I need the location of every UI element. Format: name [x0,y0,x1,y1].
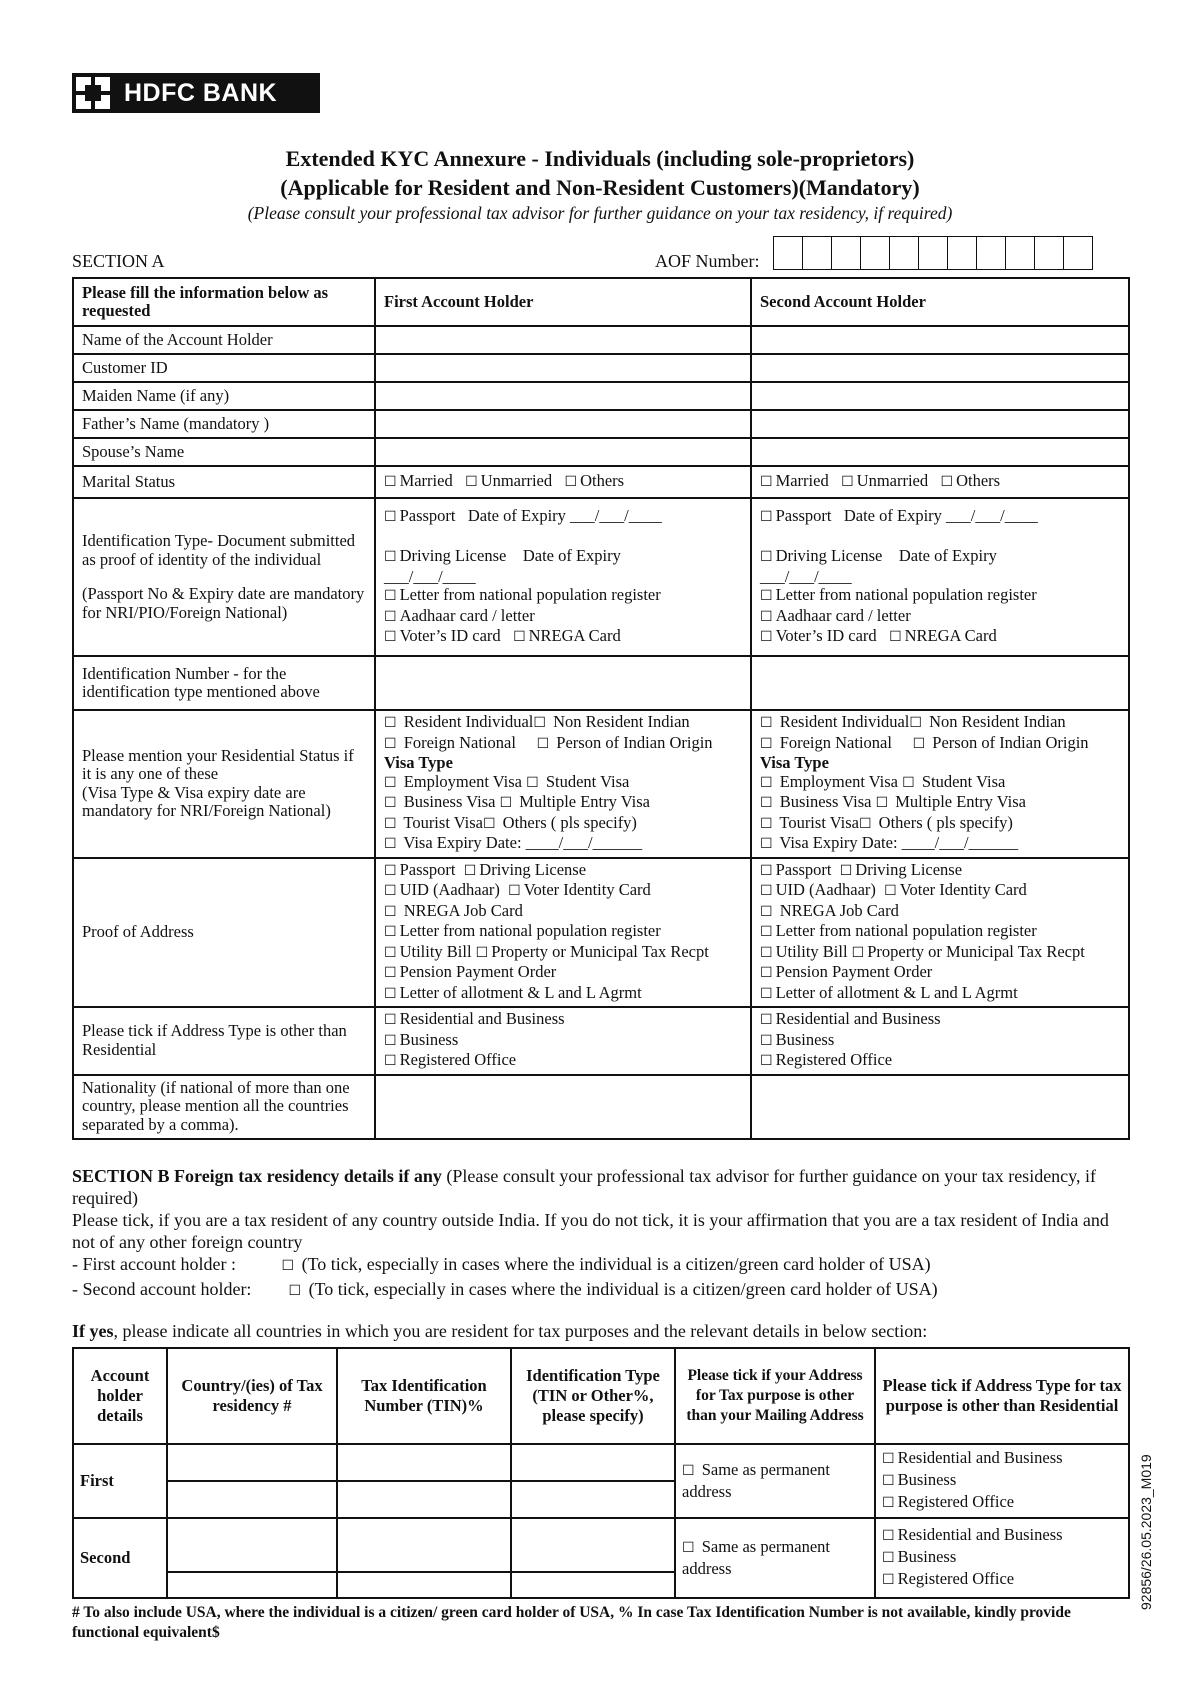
checkbox-icon[interactable]: ☐ [760,509,773,525]
checkbox-icon[interactable]: ☐ [482,816,496,832]
section-a-label: SECTION A [72,251,165,271]
checkbox-icon[interactable]: ☐ [384,945,397,961]
second-country-1[interactable] [167,1518,337,1572]
checkbox-icon[interactable]: ☐ [882,1452,895,1467]
checkbox-icon[interactable]: ☐ [760,609,773,625]
checkbox-icon[interactable]: ☐ [384,863,397,879]
checkbox-icon[interactable]: ☐ [526,775,539,791]
checkbox-icon[interactable]: ☐ [384,925,397,940]
checkbox-icon[interactable]: ☐ [475,945,489,961]
second-maiden-field[interactable] [751,382,1129,410]
second-id-type-options: ☐ Passport Date of Expiry ___/___/____ ☐ Driving License Date of Expiry ___/___/____ ☐ Letter from national population register ☐ Aadhaar card / letter ☐ Voter’s ID card ☐ NREGA Card [751,498,1129,656]
second-spouse-field[interactable] [751,438,1129,466]
checkbox-icon[interactable]: ☐ [384,1013,397,1028]
checkbox-icon[interactable]: ☐ [760,966,773,981]
second-tin-1[interactable] [337,1518,511,1572]
header-tin: Tax Identification Number (TIN)% [337,1348,511,1444]
section-b-note: (Please consult your professional tax advisor for further guidance on your tax residency, if required) [72,1166,1096,1208]
checkbox-icon[interactable]: ☐ [384,966,397,981]
first-address-type-options: ☐ Residential and Business ☐ Business ☐ Registered Office [375,1007,751,1075]
first-tin-2[interactable] [337,1481,511,1518]
checkbox-icon[interactable]: ☐ [912,736,926,752]
row-label-residential-status: Please mention your Residential Status if it is any one of these (Visa Type & Visa expiry date are mandatory for NRI/Foreign National) [73,710,375,858]
header-account-holder: Account holder details [73,1348,167,1444]
checkbox-icon[interactable]: ☐ [902,775,915,791]
checkbox-icon[interactable]: ☐ [882,1496,895,1511]
checkbox-icon[interactable]: ☐ [889,630,902,645]
checkbox-icon[interactable]: ☐ [760,589,773,604]
checkbox-icon[interactable]: ☐ [760,796,773,811]
hdfc-logo [72,73,320,113]
checkbox-icon[interactable]: ☐ [682,1541,695,1556]
checkbox-icon[interactable]: ☐ [760,1013,773,1028]
checkbox-icon[interactable]: ☐ [533,716,546,731]
row-first-label: First [73,1444,167,1518]
second-poa-options: ☐ Passport ☐ Driving License ☐ UID (Aadhaar) ☐ Voter Identity Card ☐ NREGA Job Card ☐ Letter from national population register ☐ Utility Bill ☐ Property or Municipal Tax Recpt ☐ Pension Payment Order ☐ Letter of allotment & L and L Agrmt [751,858,1129,1008]
header-address-other: Please tick if your Address for Tax purpose is other than your Mailing Address [675,1348,875,1444]
checkbox-icon[interactable]: ☐ [882,1551,895,1566]
checkbox-icon[interactable]: ☐ [760,474,773,490]
first-residential-options: ☐ Resident Individual☐ Non Resident Indian ☐ Foreign National ☐ Person of Indian Origin Visa Type ☐ Employment Visa ☐ Student Visa ☐ Business Visa ☐ Multiple Entry Visa ☐ Tourist Visa☐ Others ( pls specify) ☐ Visa Expiry Date: ____/___/______ [375,710,751,858]
form-titles [0,144,1200,224]
checkbox-icon[interactable]: ☐ [384,816,397,832]
row-second-label: Second [73,1518,167,1598]
first-father-field[interactable] [375,410,751,438]
checkbox-icon[interactable]: ☐ [884,884,897,899]
checkbox-icon[interactable]: ☐ [288,1284,302,1299]
checkbox-icon[interactable]: ☐ [858,816,872,832]
checkbox-icon[interactable]: ☐ [760,1054,773,1069]
first-same-address: ☐ Same as permanent address [675,1444,875,1518]
first-nationality-field[interactable] [375,1075,751,1139]
header-address-type: Please tick if Address Type for tax purpose is other than Residential [875,1348,1129,1444]
checkbox-icon[interactable]: ☐ [536,736,550,752]
checkbox-icon[interactable]: ☐ [760,904,773,920]
checkbox-icon[interactable]: ☐ [465,474,478,490]
first-holder-tick-row: - First account holder : ☐ (To tick, especially in cases where the individual is a citizen/green card holder of USA) [72,1253,1132,1278]
checkbox-icon[interactable]: ☐ [760,986,773,1002]
checkbox-icon[interactable]: ☐ [384,884,397,899]
checkbox-icon[interactable]: ☐ [513,630,526,645]
second-name-field[interactable] [751,326,1129,354]
checkbox-icon[interactable]: ☐ [882,1573,895,1588]
section-a-table [72,277,1130,1140]
first-name-field[interactable] [375,326,751,354]
checkbox-icon[interactable]: ☐ [384,775,397,791]
second-customer-id-field[interactable] [751,354,1129,382]
checkbox-icon[interactable]: ☐ [682,1464,695,1479]
first-marital-options: ☐ Married ☐ Unmarried ☐ Others [375,466,751,498]
checkbox-icon[interactable]: ☐ [875,796,889,811]
checkbox-icon[interactable]: ☐ [499,796,513,811]
footnote: # To also include USA, where the individual is a citizen/ green card holder of USA, % In case Tax Identification Number is not available, kindly provide functional equivalent$ [72,1604,1071,1641]
checkbox-icon[interactable]: ☐ [384,736,397,752]
checkbox-icon[interactable]: ☐ [384,716,397,731]
second-idtype-1[interactable] [511,1518,675,1572]
row-label-address-type: Please tick if Address Type is other than Residential [73,1007,375,1075]
first-id-number-field[interactable] [375,656,751,710]
section-b-label: SECTION B Foreign tax residency details if any [72,1166,442,1186]
header-second-holder: Second Account Holder [751,278,1129,326]
tax-residency-table [72,1347,1130,1599]
checkbox-icon[interactable]: ☐ [760,630,773,645]
checkbox-icon[interactable]: ☐ [384,837,397,852]
first-spouse-field[interactable] [375,438,751,466]
second-address-type-options: ☐ Residential and Business ☐ Business ☐ Registered Office [751,1007,1129,1075]
checkbox-icon[interactable]: ☐ [760,837,773,852]
checkbox-icon[interactable]: ☐ [384,474,397,490]
checkbox-icon[interactable]: ☐ [760,816,773,832]
row-label-id-number: Identification Number - for the identification type mentioned above [73,656,375,710]
header-first-holder: First Account Holder [375,278,751,326]
brand-name: HDFC BANK [124,78,278,107]
checkbox-icon[interactable]: ☐ [940,474,954,490]
row-label-nationality: Nationality (if national of more than one country, please mention all the countries separated by a comma). [73,1075,375,1139]
checkbox-icon[interactable]: ☐ [384,630,397,645]
checkbox-icon[interactable]: ☐ [760,1033,773,1049]
checkbox-icon[interactable]: ☐ [760,884,773,899]
checkbox-icon[interactable]: ☐ [384,609,397,625]
checkbox-icon[interactable]: ☐ [281,1259,295,1274]
checkbox-icon[interactable]: ☐ [384,550,397,565]
checkbox-icon[interactable]: ☐ [384,796,397,811]
checkbox-icon[interactable]: ☐ [463,863,477,879]
header-id-type: Identification Type (TIN or Other%, please specify) [511,1348,675,1444]
title-line-1: Extended KYC Annexure - Individuals (including sole-proprietors) [285,146,915,171]
checkbox-icon[interactable]: ☐ [882,1474,895,1489]
checkbox-icon[interactable]: ☐ [384,589,397,604]
checkbox-icon[interactable]: ☐ [839,863,853,879]
checkbox-icon[interactable]: ☐ [564,474,578,490]
first-maiden-field[interactable] [375,382,751,410]
checkbox-icon[interactable]: ☐ [909,716,922,731]
checkbox-icon[interactable]: ☐ [760,945,773,961]
form-code: 92856/26.05.2023_M019 [1138,1454,1154,1610]
second-holder-tick-row: - Second account holder: ☐ (To tick, especially in cases where the individual is a citizen/green card holder of USA) [72,1278,1132,1303]
second-idtype-2[interactable] [511,1572,675,1598]
first-customer-id-field[interactable] [375,354,751,382]
checkbox-icon[interactable]: ☐ [384,1033,397,1049]
second-id-number-field[interactable] [751,656,1129,710]
row-label-id-type: Identification Type- Document submitted as proof of identity of the individual (Passport No & Expiry date are mandatory for NRI/PIO/Foreign National) [73,498,375,656]
first-tin-1[interactable] [337,1444,511,1481]
second-same-address: ☐ Same as permanent address [675,1518,875,1598]
row-label-name: Name of the Account Holder [73,326,375,354]
checkbox-icon[interactable]: ☐ [760,716,773,731]
checkbox-icon[interactable]: ☐ [851,945,865,961]
first-poa-options: ☐ Passport ☐ Driving License ☐ UID (Aadhaar) ☐ Voter Identity Card ☐ NREGA Job Card ☐ Letter from national population register ☐ Utility Bill ☐ Property or Municipal Tax Recpt ☐ Pension Payment Order ☐ Letter of allotment & L and L Agrmt [375,858,751,1008]
checkbox-icon[interactable]: ☐ [760,550,773,565]
title-line-3: (Please consult your professional tax advisor for further guidance on your tax residency, if required) [247,203,953,223]
checkbox-icon[interactable]: ☐ [841,474,854,490]
second-address-type: ☐ Residential and Business ☐ Business ☐ Registered Office [875,1518,1129,1598]
section-b-text [72,1165,1132,1303]
first-country-1[interactable] [167,1444,337,1481]
aof-number-boxes[interactable] [773,236,1093,270]
first-id-type-options: ☐ Passport Date of Expiry ___/___/____ ☐ Driving License Date of Expiry ___/___/____ ☐ Letter from national population register ☐ Aadhaar card / letter ☐ Voter’s ID card ☐ NREGA Card [375,498,751,656]
checkbox-icon[interactable]: ☐ [760,863,773,879]
second-tin-2[interactable] [337,1572,511,1598]
second-nationality-field[interactable] [751,1075,1129,1139]
row-label-spouse: Spouse’s Name [73,438,375,466]
second-residential-options: ☐ Resident Individual☐ Non Resident Indian ☐ Foreign National ☐ Person of Indian Origin Visa Type ☐ Employment Visa ☐ Student Visa ☐ Business Visa ☐ Multiple Entry Visa ☐ Tourist Visa☐ Others ( pls specify) ☐ Visa Expiry Date: ____/___/______ [751,710,1129,858]
header-country: Country/(ies) of Tax residency # [167,1348,337,1444]
title-line-2: (Applicable for Resident and Non-Resident Customers)(Mandatory) [280,175,920,200]
row-label-marital: Marital Status [73,466,375,498]
checkbox-icon[interactable]: ☐ [384,509,397,525]
row-label-proof-address: Proof of Address [73,858,375,1008]
first-idtype-2[interactable] [511,1481,675,1518]
checkbox-icon[interactable]: ☐ [760,925,773,940]
row-label-maiden: Maiden Name (if any) [73,382,375,410]
section-b-paragraph: Please tick, if you are a tax resident of any country outside India. If you do not tick, it is your affirmation that you are a tax resident of India and not of any other foreign country [72,1210,1109,1252]
checkbox-icon[interactable]: ☐ [760,736,773,752]
checkbox-icon[interactable]: ☐ [384,1054,397,1069]
if-yes-instruction: If yes, please indicate all countries in which you are resident for tax purposes and the relevant details in below section: [72,1321,928,1341]
second-marital-options: ☐ Married ☐ Unmarried ☐ Others [751,466,1129,498]
first-idtype-1[interactable] [511,1444,675,1481]
hdfc-logo-icon [72,73,116,113]
header-col1: Please fill the information below as requested [73,278,375,326]
row-label-customer-id: Customer ID [73,354,375,382]
first-address-type: ☐ Residential and Business ☐ Business ☐ Registered Office [875,1444,1129,1518]
second-father-field[interactable] [751,410,1129,438]
second-country-2[interactable] [167,1572,337,1598]
checkbox-icon[interactable]: ☐ [384,904,397,920]
checkbox-icon[interactable]: ☐ [760,775,773,791]
aof-label: AOF Number: [655,251,760,271]
first-country-2[interactable] [167,1481,337,1518]
checkbox-icon[interactable]: ☐ [882,1529,895,1544]
checkbox-icon[interactable]: ☐ [508,884,521,899]
row-label-father: Father’s Name (mandatory ) [73,410,375,438]
checkbox-icon[interactable]: ☐ [384,986,397,1002]
